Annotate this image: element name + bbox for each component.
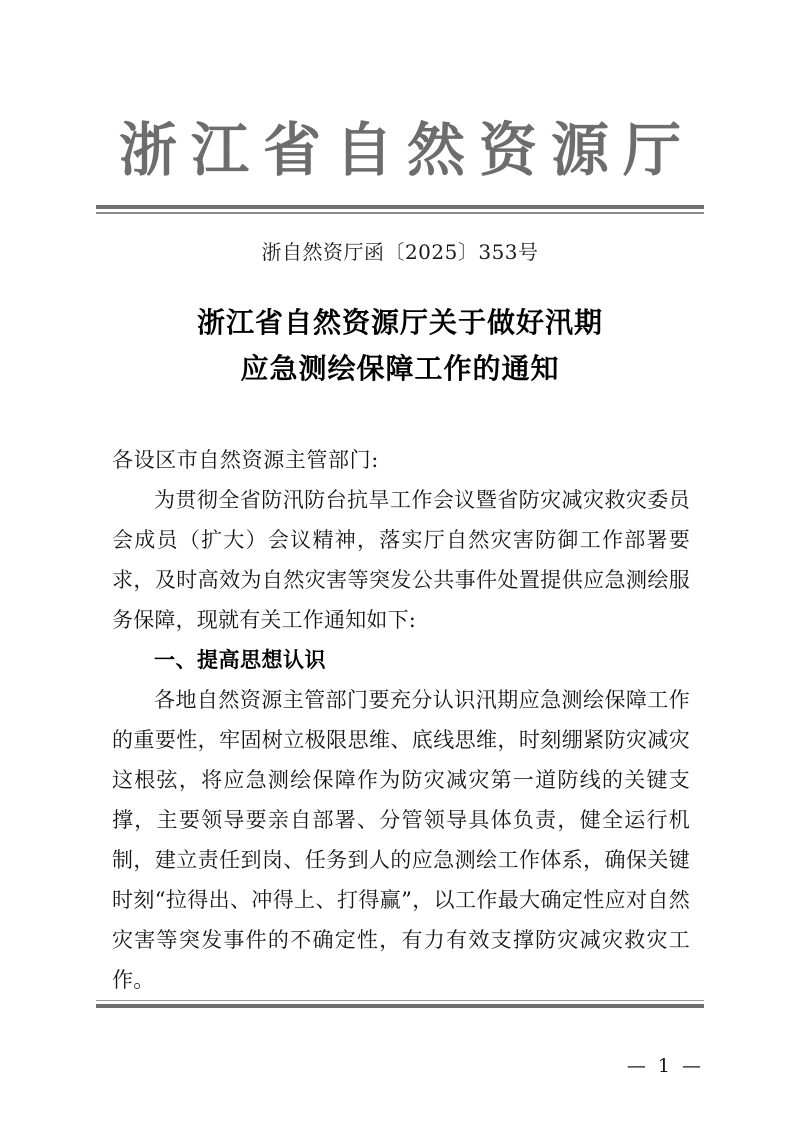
footer-divider-thick-bar xyxy=(96,1004,704,1008)
salutation: 各设区市自然资源主管部门: xyxy=(112,448,379,472)
body-paragraph-1: 为贯彻全省防汛防台抗旱工作会议暨省防灾减灾救灾委员会成员（扩大）会议精神，落实厅自然灾害防御工作部署要求，及时高效为自然灾害等突发公共事件处置提供应急测绘服务保障，现就有关工作通知如下: xyxy=(112,488,690,632)
section-1-paragraph: 各地自然资源主管部门要充分认识汛期应急测绘保障工作的重要性，牢固树立极限思维、底线思维，时刻绷紧防灾减灾这根弦，将应急测绘保障作为防灾减灾第一道防线的关键支撑，主要领导要亲自部署、分管领导具体负责，健全运行机制，建立责任到岗、任务到人的应急测绘工作体系，确保关键时刻“拉得出、冲得上、打得赢”，以工作最大确定性应对自然灾害等突发事件的不确定性，有力有效支撑防灾减灾救灾工作。 xyxy=(112,688,690,992)
footer-divider xyxy=(96,1000,704,1008)
letterhead-organization-name: 浙江省自然资源厅 xyxy=(118,116,695,184)
section-heading-1: 一、提高思想认识 xyxy=(154,648,326,672)
page-number: — 1 — xyxy=(626,1055,704,1077)
document-body xyxy=(112,440,690,1000)
letterhead xyxy=(0,118,800,183)
letterhead-divider xyxy=(96,205,704,214)
document-title-line-1: 浙江省自然资源厅关于做好汛期 xyxy=(196,306,603,339)
document-title xyxy=(120,300,680,392)
letterhead-divider-thin-bar xyxy=(96,212,704,214)
document-title-line-2: 应急测绘保障工作的通知 xyxy=(240,352,560,385)
document-reference-number: 浙自然资厅函〔2025〕353号 xyxy=(261,240,539,264)
